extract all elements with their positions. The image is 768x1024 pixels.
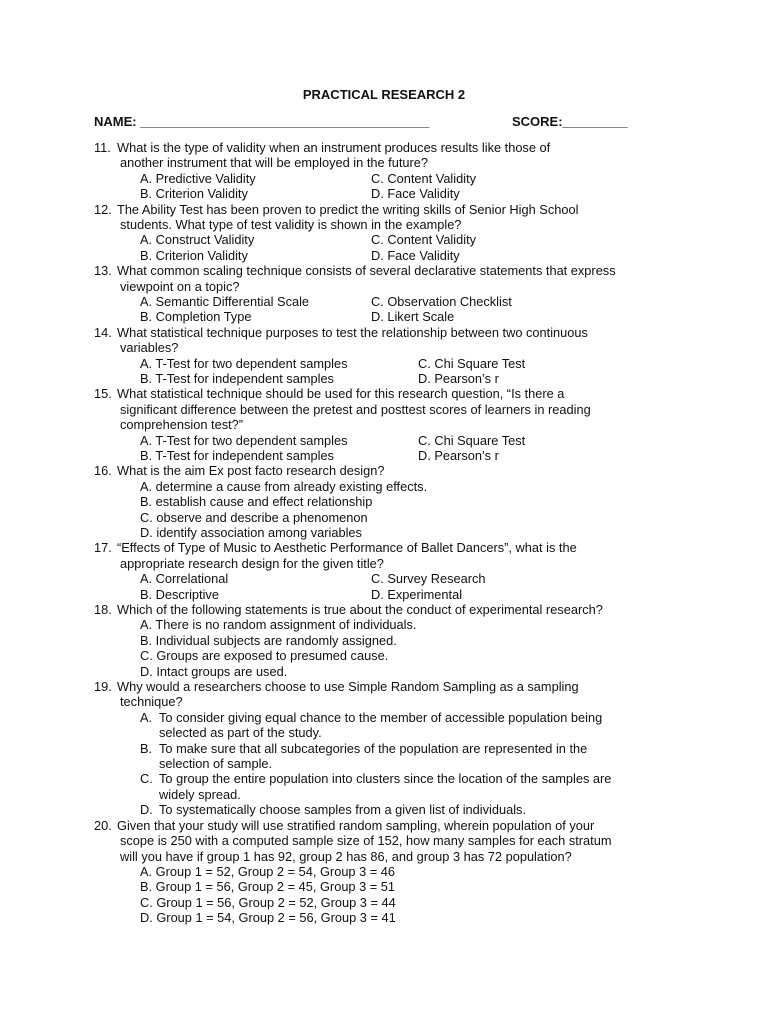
option-b: B. Criterion Validity	[140, 186, 248, 202]
stem-line: What is the aim Ex post facto research design?	[117, 463, 385, 479]
option-b: B. T-Test for independent samples	[140, 370, 334, 386]
option-d	[0, 802, 659, 817]
question-13	[0, 263, 768, 325]
option-a: A. There is no random assignment of individuals.	[140, 617, 417, 633]
question-number: 15.	[94, 386, 112, 402]
option-line: To group the entire population into clusters since the location of the samples are	[159, 771, 612, 787]
question-number: 16.	[94, 463, 112, 479]
option-d: D. Face Validity	[371, 186, 460, 202]
option-b: B. Individual subjects are randomly assigned.	[140, 632, 397, 648]
option-line: To systematically choose samples from a given list of individuals.	[159, 802, 526, 818]
stem-line: The Ability Test has been proven to predict the writing skills of Senior High School	[117, 201, 579, 217]
option-label: B.	[140, 740, 153, 756]
option-b	[0, 741, 659, 772]
option-c: C. Chi Square Test	[418, 355, 526, 371]
option-a: A. Group 1 = 52, Group 2 = 54, Group 3 = 46	[140, 863, 396, 879]
option-b: B. establish cause and effect relationship	[140, 494, 373, 510]
option-c: C. observe and describe a phenomenon	[140, 509, 368, 525]
question-stem	[0, 463, 660, 478]
option-a: A. Construct Validity	[140, 232, 255, 248]
stem-line: significant difference between the pretest and posttest scores of learners in reading	[120, 401, 591, 417]
option-label: A.	[140, 709, 153, 725]
option-line: selected as part of the study.	[159, 725, 322, 741]
option-list	[0, 479, 768, 541]
question-number: 17.	[94, 540, 112, 556]
option-a: A. Semantic Differential Scale	[140, 294, 310, 309]
option-a: A. Predictive Validity	[140, 170, 256, 186]
stem-line: comprehension test?”	[120, 417, 244, 433]
header-line	[94, 114, 674, 129]
question-stem	[0, 818, 660, 864]
question-16	[0, 463, 768, 540]
question-18	[0, 602, 768, 679]
question-number: 12.	[94, 201, 112, 217]
question-12	[0, 202, 768, 264]
question-stem	[0, 202, 660, 233]
question-15	[0, 386, 768, 463]
stem-line: What common scaling technique consists of several declarative statements that express	[117, 263, 616, 279]
question-17	[0, 540, 768, 602]
option-c	[0, 771, 659, 802]
option-d: D. Experimental	[371, 586, 463, 602]
option-b: B. Descriptive	[140, 586, 219, 602]
question-stem	[0, 679, 660, 710]
option-line: selection of sample.	[159, 756, 273, 772]
stem-line: “Effects of Type of Music to Aesthetic Performance of Ballet Dancers”, what is the	[117, 540, 577, 556]
option-label: D.	[140, 802, 153, 818]
stem-line: Which of the following statements is true about the conduct of experimental research?	[117, 602, 603, 617]
stem-line: What statistical technique should be used for this research question, “Is there a	[117, 386, 565, 402]
option-a: A. Correlational	[140, 571, 229, 587]
stem-line: viewpoint on a topic?	[120, 278, 240, 294]
stem-line: variables?	[120, 340, 179, 356]
option-c: C. Groups are exposed to presumed cause.	[140, 648, 389, 664]
stem-line: will you have if group 1 has 92, group 2 has 86, and group 3 has 72 population?	[120, 848, 572, 864]
question-number: 13.	[94, 263, 112, 279]
option-a	[0, 710, 659, 741]
option-d: D. identify association among variables	[140, 525, 362, 540]
stem-line: another instrument that will be employed in the future?	[120, 155, 429, 171]
question-19	[0, 679, 768, 818]
option-c: C. Group 1 = 56, Group 2 = 52, Group 3 = 44	[140, 894, 396, 910]
option-c: C. Observation Checklist	[371, 294, 512, 309]
option-line: To consider giving equal chance to the member of accessible population being	[159, 709, 603, 725]
option-label: C.	[140, 771, 153, 787]
score-field: SCORE:_________	[512, 114, 628, 129]
question-number: 20.	[94, 817, 112, 833]
option-d: D. Pearson’s r	[418, 447, 499, 463]
option-b: B. Criterion Validity	[140, 247, 248, 263]
option-b: B. T-Test for independent samples	[140, 447, 334, 463]
option-c: C. Content Validity	[371, 232, 477, 248]
question-stem	[0, 263, 660, 294]
stem-line: technique?	[120, 694, 183, 710]
option-line: To make sure that all subcategories of the population are represented in the	[159, 740, 588, 756]
stem-line: Given that your study will use stratified random sampling, wherein population of your	[117, 817, 595, 833]
question-14	[0, 325, 768, 387]
question-stem	[0, 325, 660, 356]
name-field: NAME: ________________________________________	[94, 114, 430, 129]
question-20	[0, 818, 768, 926]
stem-line: What statistical technique purposes to test the relationship between two continuous	[117, 324, 588, 340]
option-d: D. Face Validity	[371, 247, 460, 263]
question-stem	[0, 140, 660, 171]
stem-line: What is the type of validity when an instrument produces results like those of	[117, 140, 551, 155]
question-number: 14.	[94, 324, 112, 340]
question-stem	[0, 602, 660, 617]
page-title: PRACTICAL RESEARCH 2	[302, 87, 466, 102]
option-c: C. Survey Research	[371, 571, 486, 587]
option-d: D. Group 1 = 54, Group 2 = 56, Group 3 = 41	[140, 910, 396, 926]
question-11	[0, 140, 768, 202]
option-d: D. Intact groups are used.	[140, 663, 288, 679]
option-a: A. T-Test for two dependent samples	[140, 355, 348, 371]
option-list	[0, 864, 768, 926]
question-stem	[0, 540, 660, 571]
option-d: D. Pearson’s r	[418, 370, 499, 386]
option-c: C. Chi Square Test	[418, 432, 526, 448]
option-a: A. T-Test for two dependent samples	[140, 432, 348, 448]
question-stem	[0, 386, 660, 432]
question-number: 19.	[94, 679, 112, 695]
stem-line: Why would a researchers choose to use Simple Random Sampling as a sampling	[117, 679, 579, 695]
question-list	[0, 140, 768, 926]
option-a: A. determine a cause from already existing effects.	[140, 478, 428, 494]
option-line: widely spread.	[159, 786, 241, 802]
question-number: 11.	[94, 140, 111, 155]
question-number: 18.	[94, 602, 112, 617]
option-c: C. Content Validity	[371, 170, 477, 186]
stem-line: students. What type of test validity is shown in the example?	[120, 217, 462, 232]
option-d: D. Likert Scale	[371, 309, 455, 325]
stem-line: appropriate research design for the given title?	[120, 555, 384, 571]
stem-line: scope is 250 with a computed sample size of 152, how many samples for each stratum	[120, 833, 612, 849]
option-b: B. Group 1 = 56, Group 2 = 45, Group 3 = 51	[140, 879, 396, 895]
option-b: B. Completion Type	[140, 309, 252, 325]
option-list	[0, 617, 768, 679]
